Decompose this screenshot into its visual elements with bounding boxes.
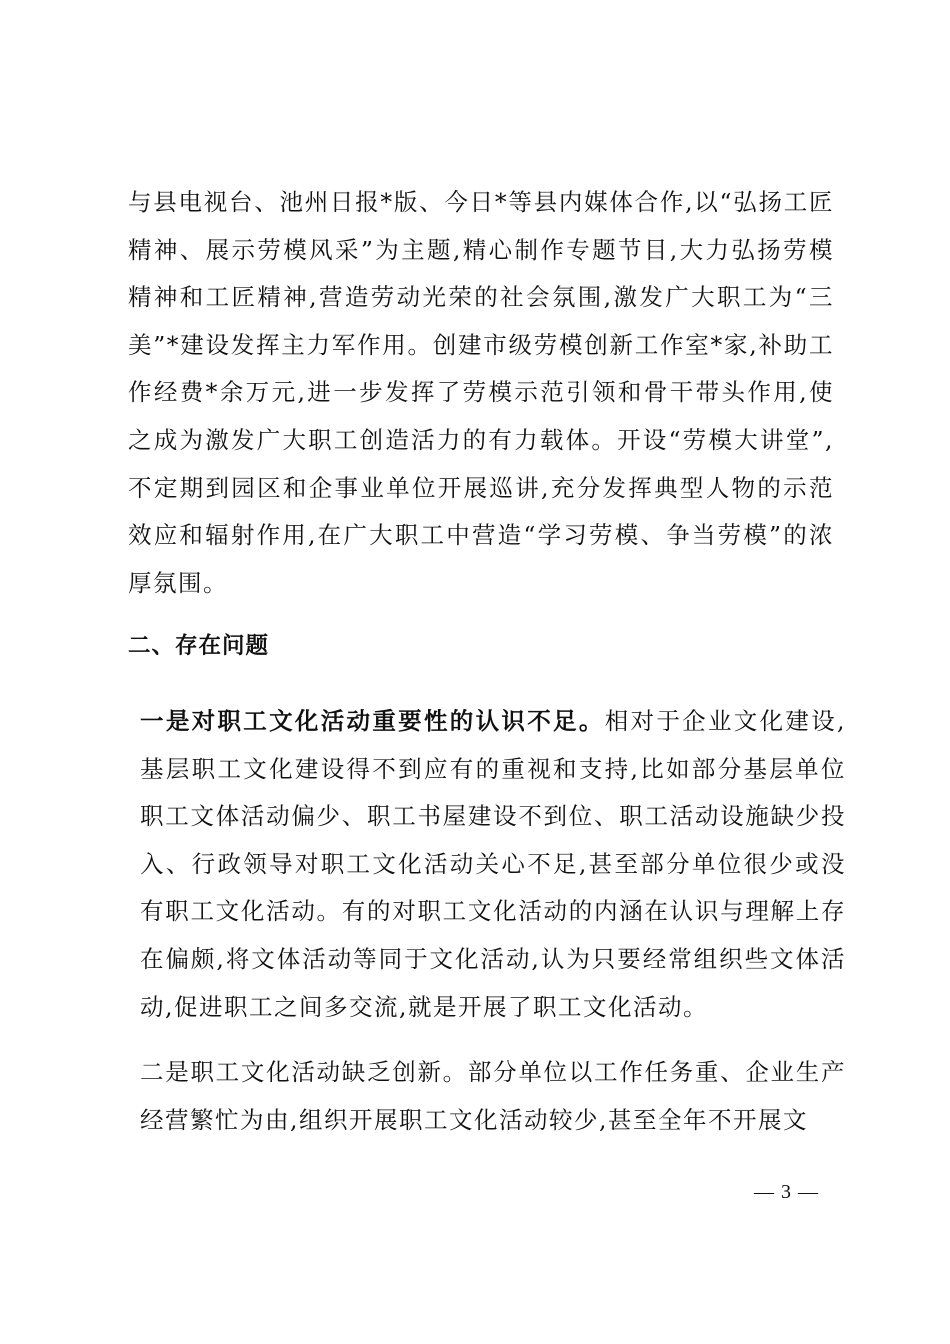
paragraph-lead-bold: 一是对职工文化活动重要性的认识不足。: [140, 707, 605, 735]
body-paragraph-lack-innovation: 二是职工文化活动缺乏创新。部分单位以工作任务重、企业生产经营繁忙为由,组织开展职工文化活动较少,甚至全年不开展文: [140, 1058, 846, 1134]
body-paragraph-insufficient-awareness: [128, 698, 846, 1031]
section-heading: 二、存在问题: [128, 633, 270, 659]
body-paragraph-media-cooperation: 与县电视台、池州日报*版、今日*等县内媒体合作,以“弘扬工匠精神、展示劳模风采”为主题,精心制作专题节目,大力弘扬劳模精神和工匠精神,营造劳动光荣的社会氛围,激发广大职工为“三美”*建设发挥主力军作用。创建市级劳模创新工作室*家,补助工作经费*余万元,进一步发挥了劳模示范引领和骨干带头作用,使之成为激发广大职工创造活力的有力载体。开设“劳模大讲堂”,不定期到园区和企事业单位开展巡讲,充分发挥典型人物的示范效应和辐射作用,在广大职工中营造“学习劳模、争当劳模”的浓厚氛围。: [128, 188, 834, 597]
page-number: — 3 —: [754, 1181, 819, 1203]
paragraph-body-text: 相对于企业文化建设,基层职工文化建设得不到应有的重视和支持,比如部分基层单位职工文体活动偏少、职工书屋建设不到位、职工活动设施缺少投入、行政领导对职工文化活动关心不足,甚至部分单位很少或没有职工文化活动。有的对职工文化活动的内涵在认识与理解上存在偏颇,将文体活动等同于文化活动,认为只要经常组织些文体活动,促进职工之间多交流,就是开展了职工文化活动。: [140, 707, 846, 1021]
